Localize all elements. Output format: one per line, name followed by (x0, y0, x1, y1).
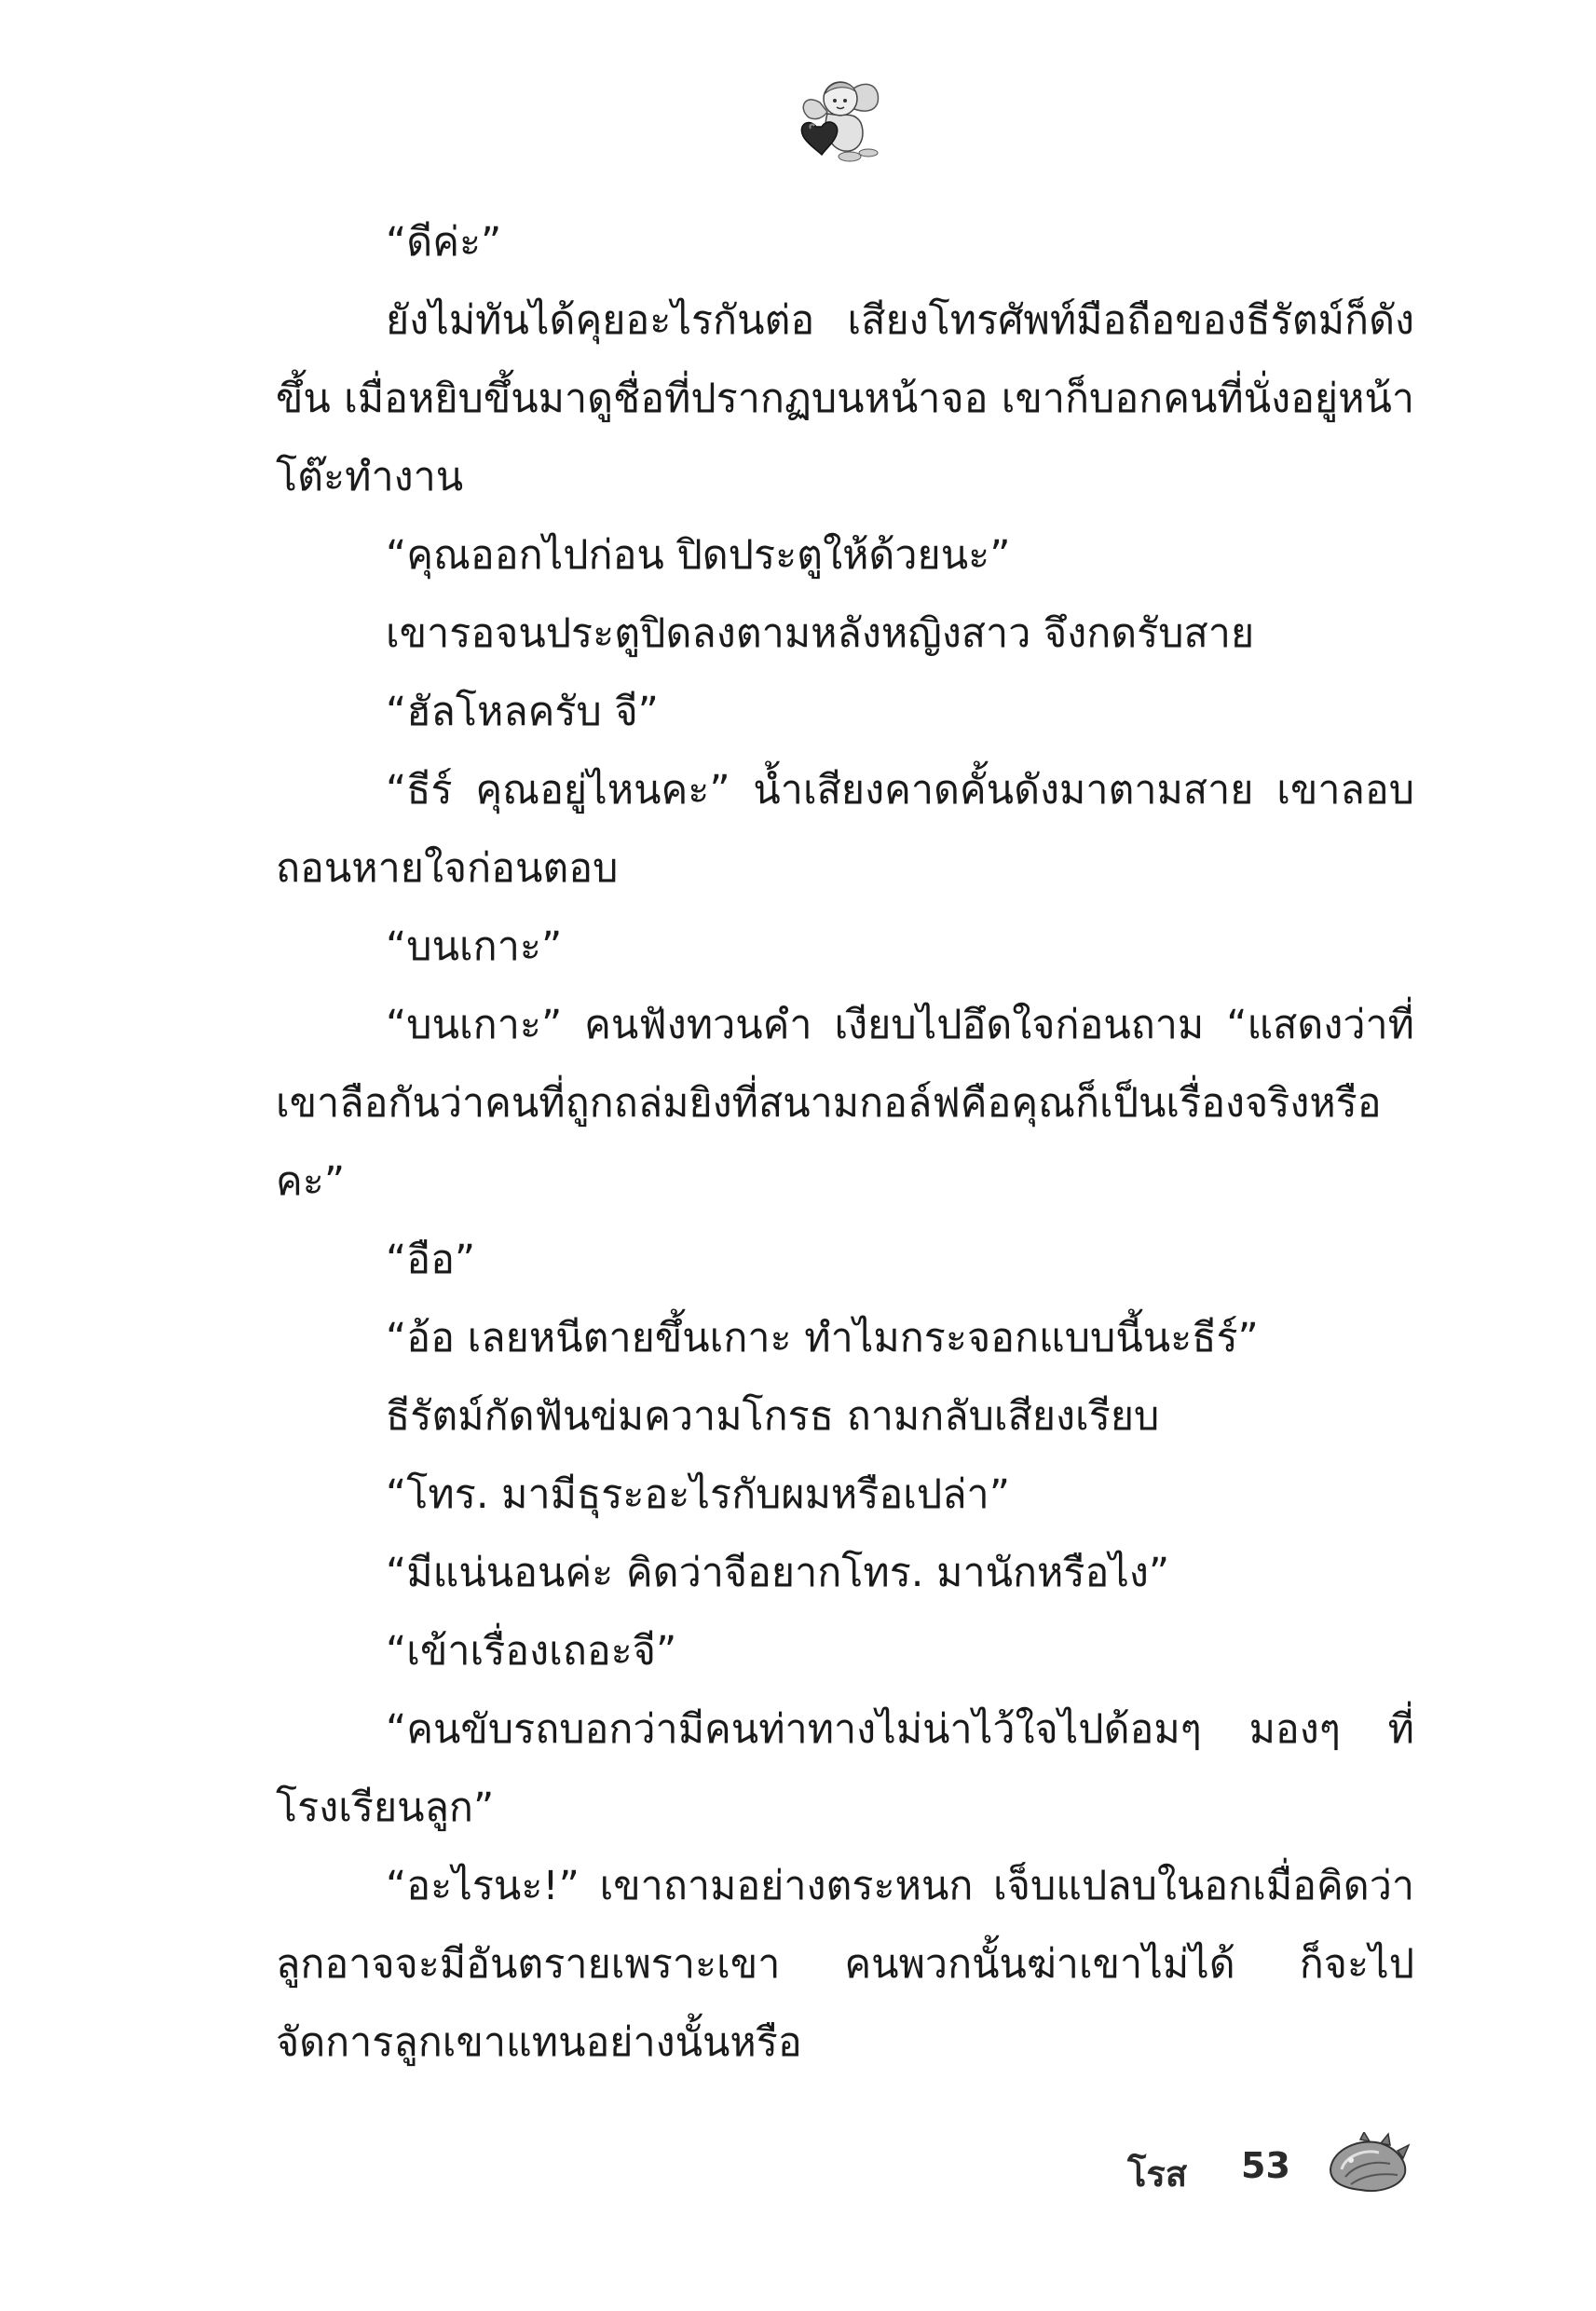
paragraph: “คุณออกไปก่อน ปิดประตูให้ด้วยนะ” (386, 532, 1011, 579)
paragraph: “อือ” (386, 1237, 476, 1283)
page-number: 53 (1241, 2145, 1290, 2186)
seashell-icon (1323, 2132, 1412, 2199)
book-title: โรส (1127, 2154, 1188, 2195)
paragraph: เขารอจนประตูปิดลงตามหลังหญิงสาว จึงกดรับสาย (386, 610, 1255, 657)
paragraph: “บนเกาะ” (386, 923, 563, 970)
paragraph: ธีรัตม์กัดฟันข่มความโกรธ ถามกลับเสียงเรียบ (386, 1393, 1160, 1440)
paragraph: “ฮัลโหลครับ จี” (386, 689, 659, 735)
paragraph: “บนเกาะ” คนฟังทวนคำ เงียบไปอึดใจก่อนถาม “แสดงว่าที่เขาลือกันว่าคนที่ถูกถล่มยิงที่สนามกอล์ฟคือคุณก็เป็นเรื่องจริงหรือคะ” (276, 1002, 1414, 1205)
paragraph: “ดีค่ะ” (386, 219, 502, 266)
paragraph: “อะไรนะ!” เขาถามอย่างตระหนก เจ็บแปลบในอกเมื่อคิดว่าลูกอาจจะมีอันตรายเพราะเขา คนพวกนั้นฆ่าเขาไม่ได้ ก็จะไปจัดการลูกเขาแทนอย่างนั้นหรือ (276, 1863, 1414, 2066)
paragraph: “ธีร์ คุณอยู่ไหนคะ” น้ำเสียงคาดคั้นดังมาตามสาย เขาลอบถอนหายใจก่อนตอบ (276, 767, 1414, 892)
paragraph: “เข้าเรื่องเถอะจี” (386, 1628, 677, 1675)
paragraph: “อ้อ เลยหนีตายขึ้นเกาะ ทำไมกระจอกแบบนี้นะธีร์” (386, 1315, 1259, 1361)
body-text (276, 203, 1414, 2082)
cherub-with-heart-icon (788, 67, 891, 170)
paragraph: ยังไม่ทันได้คุยอะไรกันต่อ เสียงโทรศัพท์มือถือของธีรัตม์ก็ดังขึ้น เมื่อหยิบขึ้นมาดูชื่อที่ปรากฏบนหน้าจอ เขาก็บอกคนที่นั่งอยู่หน้าโต๊ะทำงาน (276, 297, 1414, 500)
paragraph: “คนขับรถบอกว่ามีคนท่าทางไม่น่าไว้ใจไปด้อมๆ มองๆ ที่โรงเรียนลูก” (276, 1706, 1414, 1831)
page-footer (1127, 2132, 1425, 2207)
paragraph: “มีแน่นอนค่ะ คิดว่าจีอยากโทร. มานักหรือไง” (386, 1550, 1170, 1596)
paragraph: “โทร. มามีธุระอะไรกับผมหรือเปล่า” (386, 1471, 1010, 1518)
